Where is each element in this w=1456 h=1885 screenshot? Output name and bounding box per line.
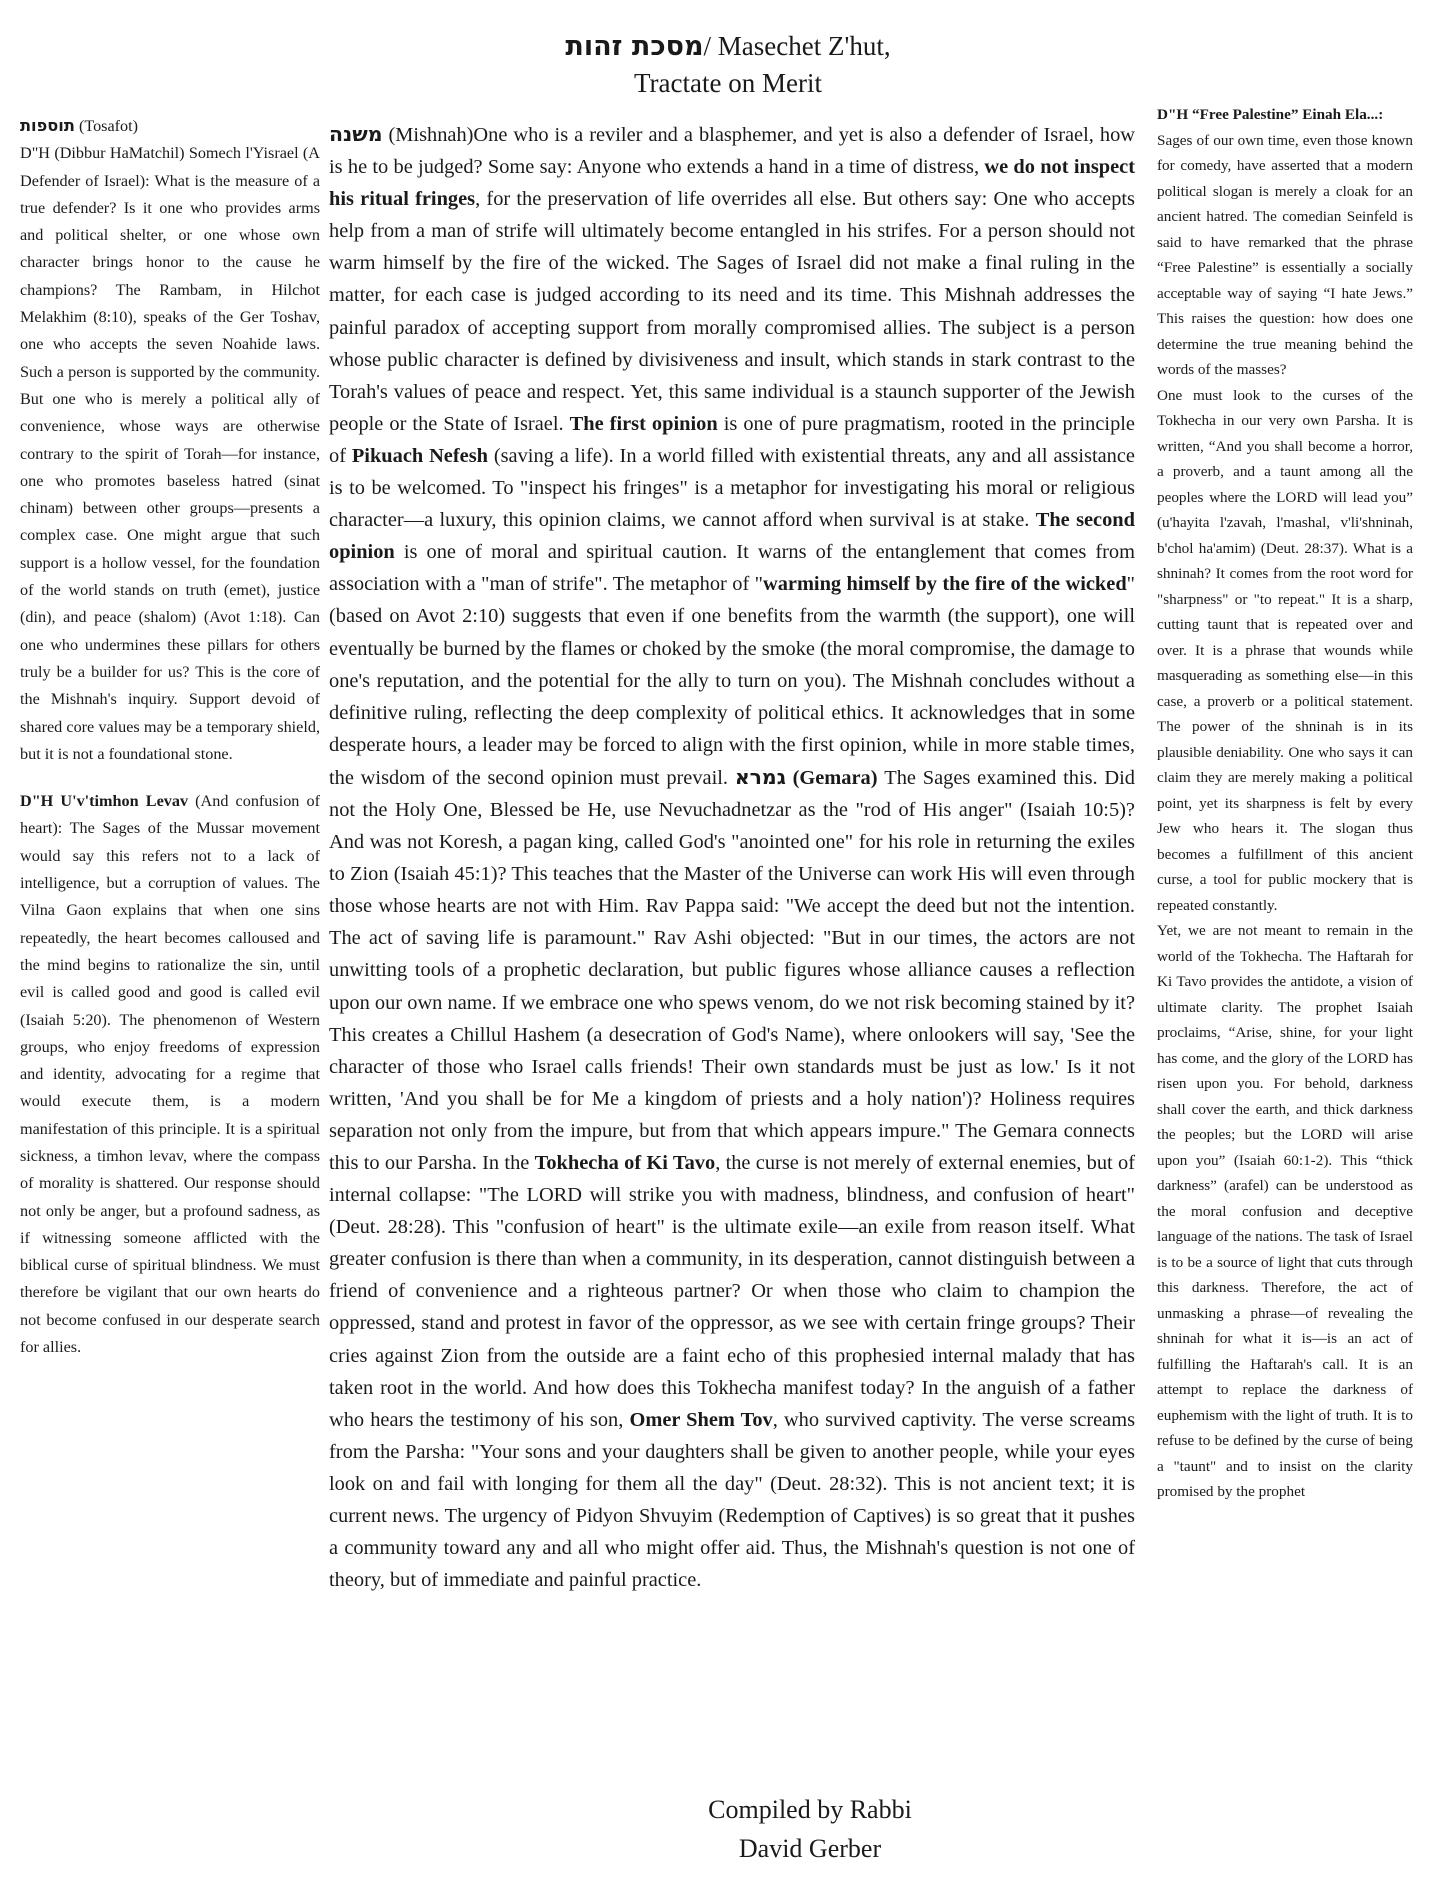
main-text-bold: (Gemara) bbox=[785, 766, 878, 789]
commentary-paragraph-2: One must look to the curses of the Tokhecha in our very own Parsha. It is written, “And you shall become a horror, a proverb, and a taunt among all the peoples where the LORD will lead you” (u'hayita l'zavah, l'mashal, v'li'shninah, b'chol ha'amim) (Deut. 28:37). What is a shninah? It comes from the root word for "sharpness" or "to repeat." It is a sharp, cutting taunt that is repeated over and over. It is a phrase that wounds while masquerading as something else—in this case, a proverb or a political statement. The power of the shninah is in its plausible deniability. One who says it can claim they are merely making a political point, yet its sharpness is felt by every Jew who hears it. The slogan thus becomes a fulfillment of this ancient curse, a tool for public mockery that is repeated constantly. bbox=[1157, 386, 1413, 914]
main-text-segment: , who survived captivity. The verse screams from the Parsha: "Your sons and your daughters shall be given to another people, while your eyes look on and fail with longing for them all the day" (Deut. 28:32). This is not ancient text; it is current news. The urgency of Pidyon Shvuyim (Redemption of Captives) is so great that it pushes a community toward any and all who might offer aid. Thus, the Mishnah's question is not one of theory, but of immediate and painful practice. bbox=[329, 1408, 1135, 1592]
page-title bbox=[0, 28, 1456, 102]
main-text-segment: , the curse is not merely of external enemies, but of internal collapse: "The LORD will strike you with madness, blindness, and confusion of heart" (Deut. 28:28). This "confusion of heart" is the ultimate exile—an exile from reason itself. What greater confusion is there than when a community, in its desperation, cannot distinguish between a friend of convenience and a righteous partner? Or when those who claim to champion the oppressed, stand and protest in favor of the oppressor, as we see with certain fringe groups? Their cries against Zion from the outside are a faint echo of this prophesied internal malady that has taken root in the world. And how does this Tokhecha manifest today? In the anguish of a father who hears the testimony of his son, bbox=[329, 1152, 1135, 1431]
main-text-bold: The second opinion bbox=[329, 509, 1135, 564]
commentary-paragraph-3: Yet, we are not meant to remain in the world of the Tokhecha. The Haftarah for Ki Tavo provides the antidote, a vision of ultimate clarity. The prophet Isaiah proclaims, “Arise, shine, for your light has come, and the glory of the LORD has risen upon you. For behold, darkness shall cover the earth, and thick darkness the peoples; but the LORD will arise upon you” (Isaiah 60:1-2). This “thick darkness” (arafel) can be understood as the moral confusion and deceptive language of the nations. The task of Israel is to be a source of light that cuts through this darkness. Therefore, the act of unmasking a phrase—of revealing the shninah for what it is—is an act of fulfilling the Haftarah's call. It is an attempt to replace the darkness of euphemism with the light of truth. It is to refuse to be defined by the curse of being a "taunt" and to insist on the clarity promised by the prophet bbox=[1157, 922, 1413, 1500]
main-text-bold: The first opinion bbox=[569, 412, 718, 435]
commentary-paragraph-1: Sages of our own time, even those known for comedy, have asserted that a modern political slogan is merely a cloak for an ancient hatred. The comedian Seinfeld is said to have remarked that the phrase “Free Palestine” is essentially a socially acceptable way of saying “I hate Jews.” This raises the question: how does one determine the true meaning behind the words of the masses? bbox=[1157, 131, 1413, 378]
tosafot-english: (Tosafot) bbox=[74, 117, 139, 135]
main-text-bold: Pikuach Nefesh bbox=[351, 444, 488, 467]
tosafot-hebrew: תוספות bbox=[20, 116, 75, 135]
compiler-credit bbox=[700, 1790, 920, 1868]
main-text-bold: Omer Shem Tov bbox=[629, 1408, 773, 1431]
credit-line-2: David Gerber bbox=[738, 1834, 882, 1863]
main-text-segment: (saving a life). In a world filled with existential threats, any and all assistance is to be welcomed. To "inspect his fringes" is a metaphor for investigating his moral or religious character—a luxury, this opinion claims, we cannot afford when survival is at stake. bbox=[329, 444, 1135, 532]
main-text-segment: The Sages examined this. Did not the Holy One, Blessed be He, use Nevuchadnetzar as the "rod of His anger" (Isaiah 10:5)? And was not Koresh, a pagan king, called God's "anointed one" for his role in returning the exiles to Zion (Isaiah 45:1)? This teaches that the Master of the Universe can work His will even through those whose hearts are not with Him. Rav Pappa said: "We accept the deed but not the intention. The act of saving life is paramount." Rav Ashi objected: "But in our times, the actors are not unwitting tools of a prophetic declaration, but public figures whose alliance causes a reflection upon our own name. If we embrace one who spews venom, do we not risk becoming stained by it? This creates a Chillul Hashem (a desecration of God's Name), where onlookers will say, 'See the character of those who Israel calls friends! Their own standards must be just as low.' Is it not written, 'And you shall be for Me a kingdom of priests and a holy nation')? Holiness requires separation not only from the impure, but from that which appears impure." The Gemara connects this to our Parsha. In the bbox=[329, 766, 1136, 1174]
tosafot-paragraph-2-heading: D"H U'v'timhon Levav bbox=[20, 792, 189, 811]
title-line-1 bbox=[0, 28, 1456, 65]
main-text-segment: " (based on Avot 2:10) suggests that even if one benefits from the warmth (the support), one will eventually be burned by the flames or choked by the smoke (the moral compromise, the damage to one's reputation, and the potential for the ally to turn on you). The Mishnah concludes without a definitive ruling, reflecting the deep complexity of political ethics. It acknowledges that in some desperate hours, a leader may be forced to align with the first opinion, while in more stable times, the wisdom of the second opinion must prevail. bbox=[329, 573, 1135, 789]
tosafot-paragraph-2-text: (And confusion of heart): The Sages of the Mussar movement would say this refers not to a lack of intelligence, but a corruption of values. The Vilna Gaon explains that when one sins repeatedly, the heart becomes calloused and the mind begins to rationalize the sin, until evil is called good and good is called evil (Isaiah 5:20). The phenomenon of Western groups, who enjoy freedoms of expression and identity, advocating for a regime that would execute them, is a modern manifestation of this principle. It is a spiritual sickness, a timhon levav, where the compass of morality is shattered. Our response should not only be anger, but a profound sadness, as if witnessing someone afflicted with the biblical curse of spiritual blindness. We must therefore be vigilant that our own hearts do not become confused in our desperate search for allies. bbox=[20, 792, 320, 1357]
mishnah-gemara-column bbox=[329, 118, 1135, 1596]
commentary-column bbox=[1157, 102, 1413, 1505]
main-text-segment: is one of moral and spiritual caution. It warns of the entanglement that comes from association with a "man of strife". The metaphor of " bbox=[329, 541, 1135, 596]
main-text bbox=[329, 118, 1135, 1596]
commentary-heading bbox=[1157, 102, 1413, 128]
title-line-2: Tractate on Merit bbox=[634, 68, 822, 98]
main-text-segment: (Mishnah)One who is a reviler and a blasphemer, and yet is also a defender of Israel, how is he to be judged? Some say: Anyone who extends a hand in a time of distress, bbox=[329, 124, 1135, 179]
title-english: / Masechet Z'hut, bbox=[703, 31, 891, 61]
main-text-segment: is one of pure pragmatism, rooted in the principle of bbox=[329, 412, 1135, 467]
tosafot-heading bbox=[20, 112, 320, 140]
main-text-bold: we do not inspect his ritual fringes bbox=[329, 156, 1135, 211]
commentary-heading-text: D"H “Free Palestine” Einah Ela...: bbox=[1157, 106, 1384, 123]
tosafot-paragraph-1: D"H (Dibbur HaMatchil) Somech l'Yisrael (A Defender of Israel): What is the measure of a true defender? Is it one who provides arms and political shelter, or one whose own character brings honor to the cause he champions? The Rambam, in Hilchot Melakhim (8:10), speaks of the Ger Toshav, one who accepts the seven Noahide laws. Such a person is supported by the community. But one who is merely a political ally of convenience, whose ways are otherwise contrary to the spirit of Torah—for instance, one who promotes baseless hatred (sinat chinam) between other groups—presents a complex case. One might argue that such support is a hollow vessel, for the foundation of the world stands on truth (emet), justice (din), and peace (shalom) (Avot 1:18). Can one who undermines these pillars for others truly be a builder for us? This is the core of the Mishnah's inquiry. Support devoid of shared core values may be a temporary shield, but it is not a foundational stone. bbox=[20, 144, 320, 763]
tosafot-column bbox=[20, 112, 320, 1361]
mishnah-hebrew: משנה bbox=[329, 122, 383, 146]
main-text-segment: , for the preservation of life overrides all else. But others say: One who accepts help from a man of strife will ultimately become entangled in his strifes. For a person should not warm himself by the fire of the wicked. The Sages of Israel did not make a final ruling in the matter, for each case is judged according to its need and its time. This Mishnah addresses the painful paradox of accepting support from morally compromised allies. The subject is a person whose public character is defined by divisiveness and insult, which stands in stark contrast to the Torah's values of peace and respect. Yet, this same individual is a staunch supporter of the Jewish people or the State of Israel. bbox=[329, 188, 1135, 435]
main-text-bold: warming himself by the fire of the wicked bbox=[762, 573, 1127, 596]
title-hebrew: מסכת זהות bbox=[565, 31, 704, 62]
credit-line-1: Compiled by Rabbi bbox=[708, 1795, 912, 1824]
tosafot-paragraph-2 bbox=[20, 788, 320, 1361]
main-text-bold: Tokhecha of Ki Tavo bbox=[534, 1152, 716, 1174]
gemara-hebrew: גמרא bbox=[734, 764, 786, 789]
